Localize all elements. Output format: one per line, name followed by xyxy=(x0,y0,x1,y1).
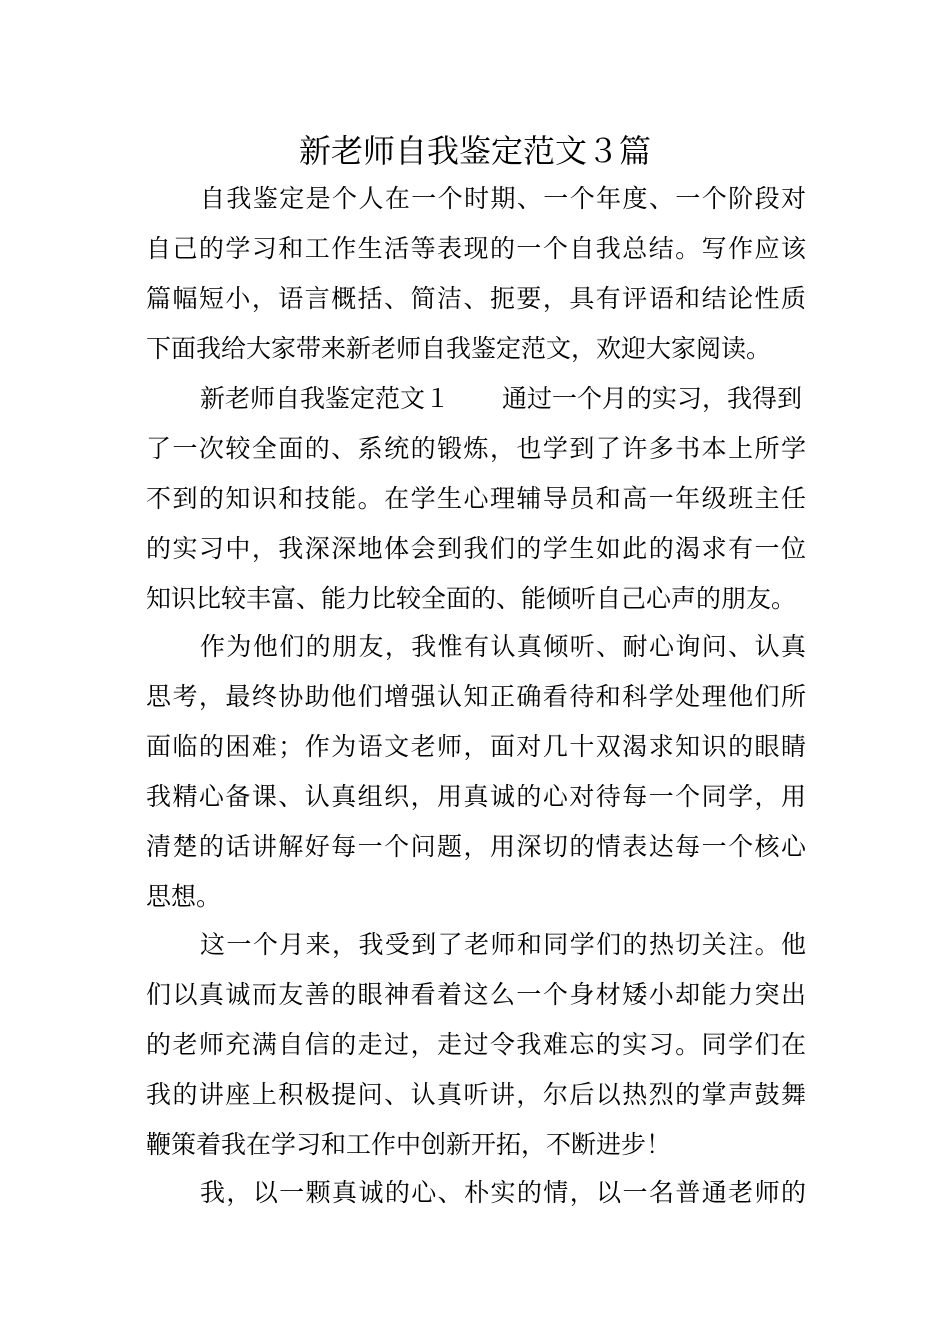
text-line: 面临的困难；作为语文老师，面对几十双渴求知识的眼睛 xyxy=(146,732,806,761)
section-first-sentence: 通过一个月的实习，我得到 xyxy=(502,384,803,413)
paragraph-closing xyxy=(146,1168,806,1218)
text-line: 思想。 xyxy=(146,882,222,911)
text-line: 我，以一颗真诚的心、朴实的情，以一名普通老师的 xyxy=(200,1178,806,1207)
text-line: 思考，最终协助他们增强认知正确看待和科学处理他们所 xyxy=(146,682,806,711)
text-line: 的实习中，我深深地体会到我们的学生如此的渴求有一位 xyxy=(146,534,806,563)
text-line: 了一次较全面的、系统的锻炼，也学到了许多书本上所学 xyxy=(146,434,806,463)
paragraph-intro xyxy=(146,174,806,374)
text-line: 作为他们的朋友，我惟有认真倾听、耐心询问、认真 xyxy=(200,632,806,661)
section-heading: 新老师自我鉴定范文１ xyxy=(200,384,451,413)
text-line: 这一个月来，我受到了老师和同学们的热切关注。他 xyxy=(200,930,806,959)
text-line: 我的讲座上积极提问、认真听讲，尔后以热烈的掌声鼓舞 xyxy=(146,1080,806,1109)
text-line: 清楚的话讲解好每一个问题，用深切的情表达每一个核心 xyxy=(146,832,806,861)
text-line: 自己的学习和工作生活等表现的一个自我总结。写作应该 xyxy=(146,234,806,263)
text-line: 不到的知识和技能。在学生心理辅导员和高一年级班主任 xyxy=(146,484,806,513)
text-line: 下面我给大家带来新老师自我鉴定范文，欢迎大家阅读。 xyxy=(146,334,772,363)
text-line: 鞭策着我在学习和工作中创新开拓，不断进步！ xyxy=(146,1130,672,1159)
text-line: 们以真诚而友善的眼神看着这么一个身材矮小却能力突出 xyxy=(146,980,806,1009)
text-line: 篇幅短小，语言概括、简洁、扼要，具有评语和结论性质 xyxy=(146,284,806,313)
text-line: 知识比较丰富、能力比较全面的、能倾听自己心声的朋友。 xyxy=(146,584,797,613)
text-line: 我精心备课、认真组织，用真诚的心对待每一个同学，用 xyxy=(146,782,806,811)
paragraph-sample-1 xyxy=(146,374,806,624)
text-line xyxy=(146,374,806,424)
text-line: 的老师充满自信的走过，走过令我难忘的实习。同学们在 xyxy=(146,1030,806,1059)
document-title: 新老师自我鉴定范文３篇 xyxy=(298,132,651,170)
paragraph-month xyxy=(146,920,806,1170)
paragraph-friend xyxy=(146,622,806,922)
text-line: 自我鉴定是个人在一个时期、一个年度、一个阶段对 xyxy=(200,184,806,213)
